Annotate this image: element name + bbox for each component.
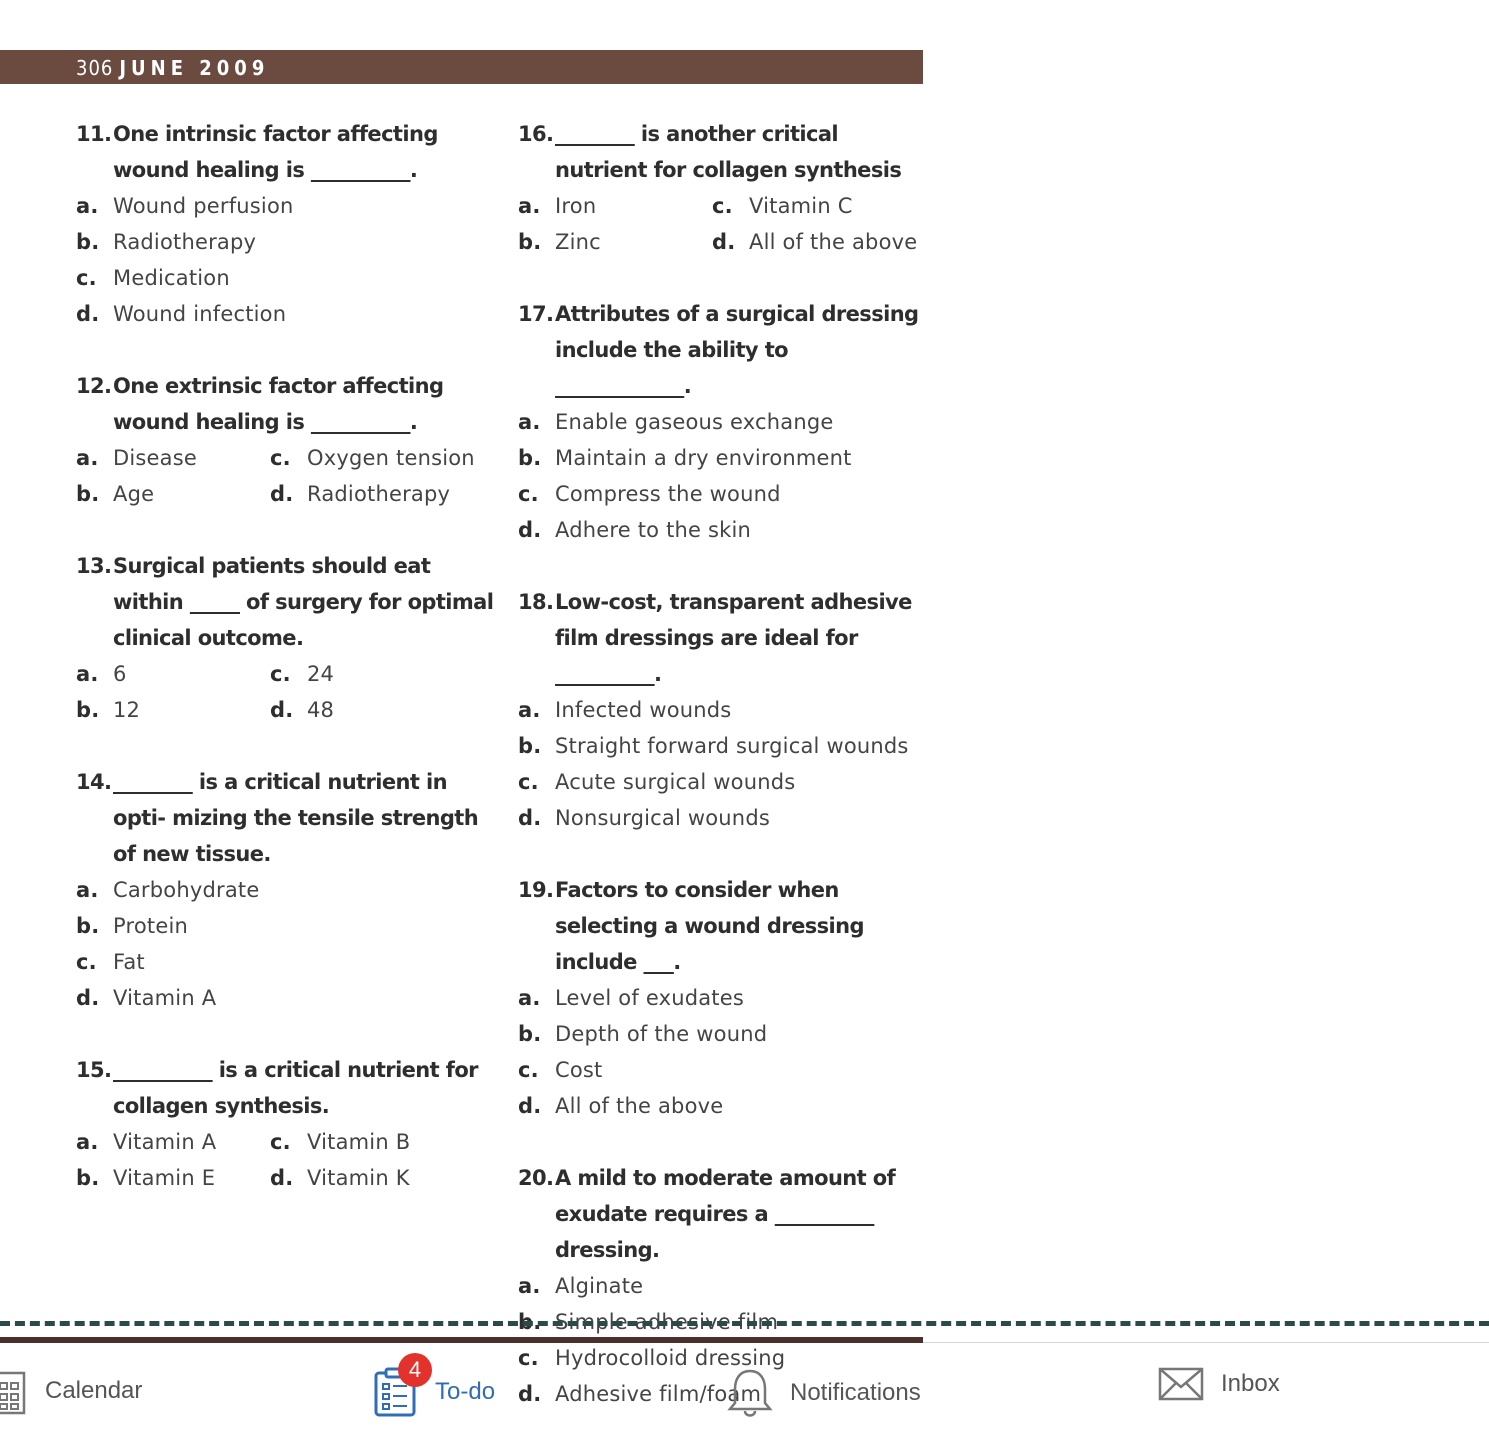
answer-option [518, 188, 712, 224]
option-letter: d. [270, 482, 294, 506]
question-stem [76, 116, 496, 188]
answer-option [76, 476, 270, 512]
option-letter: b. [518, 230, 542, 254]
option-text: Iron [555, 194, 597, 218]
answer-option [518, 764, 923, 800]
answer-option [518, 800, 923, 836]
option-letter: b. [518, 1022, 542, 1046]
question-14 [76, 764, 496, 1016]
option-letter: c. [712, 194, 733, 218]
nav-top-rule [923, 1342, 1489, 1343]
answer-option [76, 188, 496, 224]
option-letter: a. [518, 410, 541, 434]
question-stem [76, 548, 496, 656]
tab-notifications-label: Notifications [790, 1379, 921, 1406]
option-letter: b. [76, 914, 100, 938]
option-text: Hydrocolloid dressing [555, 1346, 786, 1370]
option-text: Nonsurgical wounds [555, 806, 770, 830]
answer-option [518, 224, 712, 260]
option-letter: d. [270, 698, 294, 722]
question-stem [76, 1052, 496, 1124]
option-letter: d. [712, 230, 736, 254]
option-text: Enable gaseous exchange [555, 410, 834, 434]
question-12 [76, 368, 496, 512]
answer-option [712, 224, 923, 260]
question-number: 19. [518, 878, 554, 902]
option-text: 6 [113, 662, 127, 686]
tab-todo[interactable] [374, 1367, 495, 1417]
option-text: Acute surgical wounds [555, 770, 796, 794]
option-text: 48 [307, 698, 335, 722]
option-letter: c. [270, 446, 291, 470]
question-15 [76, 1052, 496, 1196]
question-text: ________ is another critical nutrient for collagen synthesis [555, 122, 902, 182]
option-letter: d. [518, 1094, 542, 1118]
question-18 [518, 584, 923, 836]
option-letter: c. [76, 266, 97, 290]
envelope-icon [1158, 1367, 1204, 1401]
question-number: 20. [518, 1166, 554, 1190]
option-letter: b. [518, 1310, 542, 1334]
question-13 [76, 548, 496, 728]
question-stem [518, 872, 923, 980]
answer-options [518, 980, 923, 1124]
option-text: Vitamin E [113, 1166, 216, 1190]
question-stem [76, 764, 496, 872]
option-text: Alginate [555, 1274, 644, 1298]
answer-option [76, 692, 270, 728]
option-text: Oxygen tension [307, 446, 475, 470]
question-text: Low-cost, transparent adhesive film dressings are ideal for __________. [555, 590, 912, 686]
option-text: Disease [113, 446, 197, 470]
question-text: Attributes of a surgical dressing include the ability to _____________. [555, 302, 919, 398]
option-letter: c. [76, 950, 97, 974]
option-letter: d. [270, 1166, 294, 1190]
answer-options [76, 188, 496, 332]
option-text: 24 [307, 662, 335, 686]
option-letter: b. [76, 1166, 100, 1190]
option-text: Level of exudates [555, 986, 745, 1010]
page-header [76, 56, 269, 80]
option-letter: c. [518, 1058, 539, 1082]
answer-option [270, 1124, 496, 1160]
question-text: Surgical patients should eat within _____ of surgery for optimal clinical outcome. [113, 554, 494, 650]
bottom-tab-bar [0, 1345, 1489, 1434]
question-stem [76, 368, 496, 440]
answer-option [518, 1016, 923, 1052]
option-text: Wound perfusion [113, 194, 294, 218]
option-text: Carbohydrate [113, 878, 260, 902]
answer-option [270, 476, 496, 512]
question-stem [518, 584, 923, 692]
question-11 [76, 116, 496, 332]
answer-option [518, 980, 923, 1016]
option-text: Adhere to the skin [555, 518, 752, 542]
answer-option [270, 1160, 496, 1196]
question-number: 12. [76, 374, 112, 398]
answer-option [270, 692, 496, 728]
option-letter: d. [518, 806, 542, 830]
answer-option [518, 404, 923, 440]
option-letter: c. [518, 770, 539, 794]
tab-inbox[interactable] [1158, 1367, 1280, 1401]
option-letter: a. [518, 698, 541, 722]
answer-options [518, 692, 923, 836]
answer-option [76, 224, 496, 260]
answer-option [518, 692, 923, 728]
answer-option [76, 296, 496, 332]
answer-option [518, 440, 923, 476]
question-number: 16. [518, 122, 554, 146]
answer-options [518, 188, 923, 260]
right-column [518, 116, 923, 1448]
option-text: Fat [113, 950, 145, 974]
option-letter: a. [518, 1274, 541, 1298]
option-letter: d. [518, 518, 542, 542]
answer-option [518, 1088, 923, 1124]
option-text: Compress the wound [555, 482, 781, 506]
option-letter: a. [76, 662, 99, 686]
question-stem [518, 1160, 923, 1268]
question-number: 11. [76, 122, 112, 146]
option-text: Protein [113, 914, 189, 938]
option-text: Depth of the wound [555, 1022, 768, 1046]
question-19 [518, 872, 923, 1124]
option-text: Wound infection [113, 302, 287, 326]
option-text: 12 [113, 698, 141, 722]
question-number: 17. [518, 302, 554, 326]
option-letter: c. [270, 1130, 291, 1154]
answer-option [518, 1052, 923, 1088]
option-letter: b. [76, 230, 100, 254]
answer-option [270, 656, 496, 692]
option-text: Straight forward surgical wounds [555, 734, 909, 758]
question-text: __________ is a critical nutrient for collagen synthesis. [113, 1058, 478, 1118]
option-letter: d. [76, 986, 100, 1010]
tab-calendar-label: Calendar [45, 1377, 143, 1404]
option-text: Radiotherapy [113, 230, 257, 254]
answer-option [270, 440, 496, 476]
answer-option [712, 188, 923, 224]
answer-option [76, 908, 496, 944]
tab-notifications[interactable] [727, 1367, 921, 1419]
answer-option [76, 980, 496, 1016]
answer-option [76, 1124, 270, 1160]
option-letter: a. [76, 194, 99, 218]
option-letter: d. [76, 302, 100, 326]
question-number: 18. [518, 590, 554, 614]
option-letter: b. [518, 734, 542, 758]
tab-calendar[interactable] [0, 1367, 142, 1415]
answer-option [76, 944, 496, 980]
option-letter: b. [76, 482, 100, 506]
question-stem [518, 296, 923, 404]
option-text: Vitamin C [749, 194, 853, 218]
question-stem [518, 116, 923, 188]
option-text: Cost [555, 1058, 603, 1082]
calendar-icon [0, 1367, 26, 1415]
dashed-divider [0, 1321, 1489, 1326]
option-text: Vitamin B [307, 1130, 411, 1154]
question-17 [518, 296, 923, 548]
answer-option [76, 872, 496, 908]
option-letter: b. [76, 698, 100, 722]
question-16 [518, 116, 923, 260]
option-text: Vitamin A [113, 1130, 217, 1154]
question-number: 14. [76, 770, 112, 794]
left-column [76, 116, 496, 1232]
option-text: All of the above [555, 1094, 724, 1118]
question-number: 13. [76, 554, 112, 578]
answer-option [76, 260, 496, 296]
question-text: One intrinsic factor affecting wound healing is __________. [113, 122, 438, 182]
option-letter: a. [76, 878, 99, 902]
option-letter: c. [270, 662, 291, 686]
question-text: One extrinsic factor affecting wound healing is __________. [113, 374, 444, 434]
option-letter: b. [518, 446, 542, 470]
option-text: All of the above [749, 230, 918, 254]
answer-options [76, 656, 496, 728]
issue-date: JUNE 2009 [119, 56, 270, 80]
option-text: Medication [113, 266, 230, 290]
question-text: ________ is a critical nutrient in opti- mizing the tensile strength of new tissue. [113, 770, 479, 866]
answer-option [518, 1268, 923, 1304]
page-number: 306 [76, 56, 114, 80]
answer-option [76, 1160, 270, 1196]
answer-option [518, 476, 923, 512]
footer-bar [0, 1337, 923, 1343]
option-text: Zinc [555, 230, 601, 254]
tab-todo-label: To-do [435, 1378, 496, 1405]
option-letter: c. [518, 1346, 539, 1370]
option-text: Age [113, 482, 155, 506]
answer-options [518, 404, 923, 548]
question-number: 15. [76, 1058, 112, 1082]
tab-inbox-label: Inbox [1221, 1370, 1280, 1397]
option-text: Vitamin K [307, 1166, 410, 1190]
todo-count-badge: 4 [398, 1353, 432, 1387]
question-text: A mild to moderate amount of exudate requires a __________ dressing. [555, 1166, 896, 1262]
option-letter: a. [76, 446, 99, 470]
option-letter: d. [518, 1382, 542, 1406]
option-text: Vitamin A [113, 986, 217, 1010]
answer-option [76, 656, 270, 692]
answer-options [76, 440, 496, 512]
question-text: Factors to consider when selecting a wound dressing include ___. [555, 878, 864, 974]
option-text: Radiotherapy [307, 482, 451, 506]
answer-option [518, 728, 923, 764]
answer-options [76, 1124, 496, 1196]
option-text: Simple adhesive film [555, 1310, 779, 1334]
option-letter: a. [518, 986, 541, 1010]
answer-option [76, 440, 270, 476]
option-text: Maintain a dry environment [555, 446, 852, 470]
option-text: Adhesive film/foam [555, 1382, 762, 1406]
bell-icon [727, 1367, 773, 1419]
answer-option [518, 512, 923, 548]
option-letter: a. [518, 194, 541, 218]
option-letter: a. [76, 1130, 99, 1154]
option-letter: c. [518, 482, 539, 506]
answer-options [76, 872, 496, 1016]
option-text: Infected wounds [555, 698, 732, 722]
